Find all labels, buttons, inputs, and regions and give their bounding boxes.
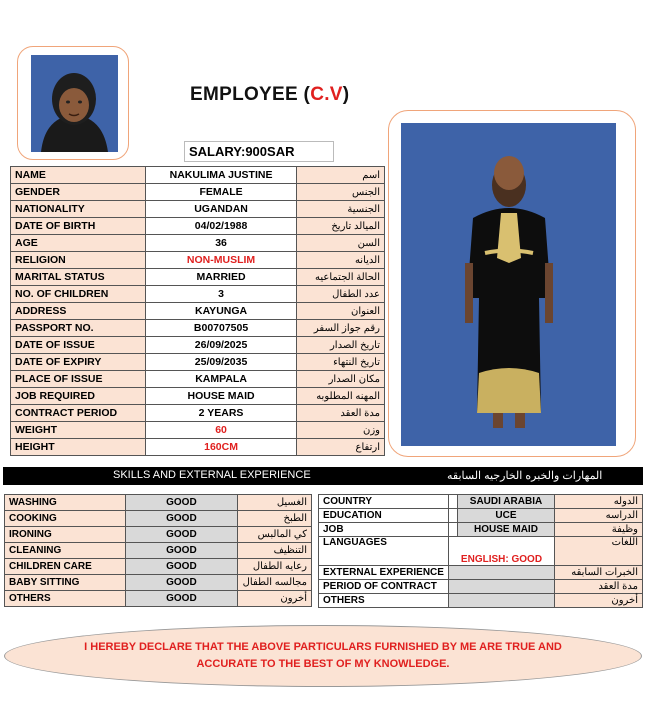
info-label: ADDRESS xyxy=(11,303,146,320)
info-label: CONTRACT PERIOD xyxy=(11,405,146,422)
details-country-arabic: الدوله xyxy=(555,495,643,509)
skill-label: CHILDREN CARE xyxy=(5,559,126,575)
skill-row xyxy=(5,511,312,527)
details-row-languages xyxy=(319,537,643,566)
fullbody-photo-frame xyxy=(388,110,636,457)
info-value: 160CM xyxy=(146,439,297,456)
details-job-label: JOB xyxy=(319,523,449,537)
info-value: NAKULIMA JUSTINE xyxy=(146,167,297,184)
details-period-label: PERIOD OF CONTRACT xyxy=(319,580,449,594)
skill-value: GOOD xyxy=(125,591,237,607)
declaration-ellipse xyxy=(4,625,642,687)
info-arabic-label: مكان الصدار xyxy=(297,371,385,388)
info-label: NAME xyxy=(11,167,146,184)
skill-label: COOKING xyxy=(5,511,126,527)
details-others-arabic: أخرون xyxy=(555,594,643,608)
skill-arabic-label: الغسيل xyxy=(238,495,312,511)
info-value: 3 xyxy=(146,286,297,303)
skill-label: CLEANING xyxy=(5,543,126,559)
info-label: DATE OF BIRTH xyxy=(11,218,146,235)
info-label: DATE OF EXPIRY xyxy=(11,354,146,371)
info-row xyxy=(11,235,385,252)
info-arabic-label: رقم جواز السفر xyxy=(297,320,385,337)
info-arabic-label: السن xyxy=(297,235,385,252)
info-label: NATIONALITY xyxy=(11,201,146,218)
info-arabic-label: تاريخ الصدار xyxy=(297,337,385,354)
skill-value: GOOD xyxy=(125,575,237,591)
skill-row xyxy=(5,543,312,559)
info-row xyxy=(11,371,385,388)
details-education-label: EDUCATION xyxy=(319,509,449,523)
title-suffix: ) xyxy=(342,84,350,105)
info-value: 36 xyxy=(146,235,297,252)
skill-label: IRONING xyxy=(5,527,126,543)
info-arabic-label: الديانه xyxy=(297,252,385,269)
skill-row xyxy=(5,591,312,607)
details-external-value xyxy=(448,566,554,580)
info-value: HOUSE MAID xyxy=(146,388,297,405)
details-row-country xyxy=(319,495,643,509)
info-value: B00707505 xyxy=(146,320,297,337)
details-education-value: UCE xyxy=(457,509,554,523)
declaration-line2: ACCURATE TO THE BEST OF MY KNOWLEDGE. xyxy=(196,658,450,670)
info-value: KAMPALA xyxy=(146,371,297,388)
info-label: AGE xyxy=(11,235,146,252)
info-row xyxy=(11,167,385,184)
info-value: 25/09/2035 xyxy=(146,354,297,371)
details-education-arabic: الدراسه xyxy=(555,509,643,523)
details-job-arabic: وظيفة xyxy=(555,523,643,537)
fullbody-photo xyxy=(401,123,616,446)
info-label: NO. OF CHILDREN xyxy=(11,286,146,303)
skill-row xyxy=(5,575,312,591)
details-others-label: OTHERS xyxy=(319,594,449,608)
skill-arabic-label: كي المالبس xyxy=(238,527,312,543)
skill-value: GOOD xyxy=(125,495,237,511)
info-label: PASSPORT NO. xyxy=(11,320,146,337)
info-value: 60 xyxy=(146,422,297,439)
info-label: HEIGHT xyxy=(11,439,146,456)
info-row xyxy=(11,405,385,422)
info-row xyxy=(11,422,385,439)
skill-arabic-label: أخرون xyxy=(238,591,312,607)
details-period-value xyxy=(448,580,554,594)
info-row xyxy=(11,184,385,201)
skill-arabic-label: التنظيف xyxy=(238,543,312,559)
info-row xyxy=(11,218,385,235)
skill-row xyxy=(5,495,312,511)
info-arabic-label: الحالة الجتماعيه xyxy=(297,269,385,286)
skill-row xyxy=(5,559,312,575)
info-table xyxy=(10,166,385,456)
info-arabic-label: العنوان xyxy=(297,303,385,320)
skill-value: GOOD xyxy=(125,543,237,559)
info-arabic-label: عدد الطفال xyxy=(297,286,385,303)
info-label: WEIGHT xyxy=(11,422,146,439)
skills-header-arabic: المهارات والخبره الخارجيه السابقه xyxy=(447,470,603,482)
info-value: 04/02/1988 xyxy=(146,218,297,235)
info-arabic-label: ارتفاع xyxy=(297,439,385,456)
details-row-period xyxy=(319,580,643,594)
details-row-others xyxy=(319,594,643,608)
details-others-value xyxy=(448,594,554,608)
info-arabic-label: تاريخ النتهاء xyxy=(297,354,385,371)
info-row xyxy=(11,320,385,337)
skill-label: OTHERS xyxy=(5,591,126,607)
details-row-education xyxy=(319,509,643,523)
details-period-arabic: مدة العقد xyxy=(555,580,643,594)
fullbody-image xyxy=(401,123,616,446)
info-arabic-label: الميالد تاريخ xyxy=(297,218,385,235)
details-row-external xyxy=(319,566,643,580)
info-value: 2 YEARS xyxy=(146,405,297,422)
details-external-label: EXTERNAL EXPERIENCE xyxy=(319,566,449,580)
info-value: 26/09/2025 xyxy=(146,337,297,354)
skill-arabic-label: مجالسه الطفال xyxy=(238,575,312,591)
skill-label: BABY SITTING xyxy=(5,575,126,591)
info-row xyxy=(11,303,385,320)
info-arabic-label: وزن xyxy=(297,422,385,439)
title-prefix: EMPLOYEE ( xyxy=(190,84,311,105)
info-label: PLACE OF ISSUE xyxy=(11,371,146,388)
info-arabic-label: المهنه المطلوبه xyxy=(297,388,385,405)
info-label: DATE OF ISSUE xyxy=(11,337,146,354)
skill-value: GOOD xyxy=(125,559,237,575)
info-arabic-label: مدة العقد xyxy=(297,405,385,422)
details-languages-arabic: اللغات xyxy=(555,537,643,566)
page-title xyxy=(190,84,349,106)
info-row xyxy=(11,354,385,371)
info-value: MARRIED xyxy=(146,269,297,286)
skill-value: GOOD xyxy=(125,511,237,527)
info-value: KAYUNGA xyxy=(146,303,297,320)
info-row xyxy=(11,286,385,303)
skill-label: WASHING xyxy=(5,495,126,511)
skill-arabic-label: الطبخ xyxy=(238,511,312,527)
salary-box xyxy=(184,141,334,162)
info-arabic-label: اسم xyxy=(297,167,385,184)
info-row xyxy=(11,269,385,286)
info-row xyxy=(11,439,385,456)
skills-table xyxy=(4,494,312,607)
details-languages-value: ENGLISH: GOOD xyxy=(460,554,543,565)
title-highlight: C.V xyxy=(310,84,343,105)
info-row xyxy=(11,201,385,218)
salary-text: SALARY:900SAR xyxy=(189,144,295,159)
details-row-job xyxy=(319,523,643,537)
skill-arabic-label: رعايه الطفال xyxy=(238,559,312,575)
details-country-label: COUNTRY xyxy=(319,495,449,509)
info-label: GENDER xyxy=(11,184,146,201)
info-value: UGANDAN xyxy=(146,201,297,218)
info-row xyxy=(11,252,385,269)
details-table xyxy=(318,494,643,608)
info-row xyxy=(11,388,385,405)
skills-header-bar xyxy=(3,467,643,485)
skill-row xyxy=(5,527,312,543)
skill-value: GOOD xyxy=(125,527,237,543)
declaration-line1: I HEREBY DECLARE THAT THE ABOVE PARTICULARS FURNISHED BY ME ARE TRUE AND xyxy=(84,641,562,653)
details-languages-label: LANGUAGES xyxy=(319,537,449,566)
details-country-value: SAUDI ARABIA xyxy=(457,495,554,509)
info-label: MARITAL STATUS xyxy=(11,269,146,286)
portrait-photo xyxy=(31,55,118,152)
info-label: RELIGION xyxy=(11,252,146,269)
portrait-image xyxy=(31,55,118,152)
info-value: NON-MUSLIM xyxy=(146,252,297,269)
portrait-photo-frame xyxy=(17,46,129,160)
info-arabic-label: الجنسية xyxy=(297,201,385,218)
info-value: FEMALE xyxy=(146,184,297,201)
details-job-value: HOUSE MAID xyxy=(457,523,554,537)
details-external-arabic: الخبرات السابقه xyxy=(555,566,643,580)
skills-header-english: SKILLS AND EXTERNAL EXPERIENCE xyxy=(113,469,311,481)
info-label: JOB REQUIRED xyxy=(11,388,146,405)
info-arabic-label: الجنس xyxy=(297,184,385,201)
info-row xyxy=(11,337,385,354)
